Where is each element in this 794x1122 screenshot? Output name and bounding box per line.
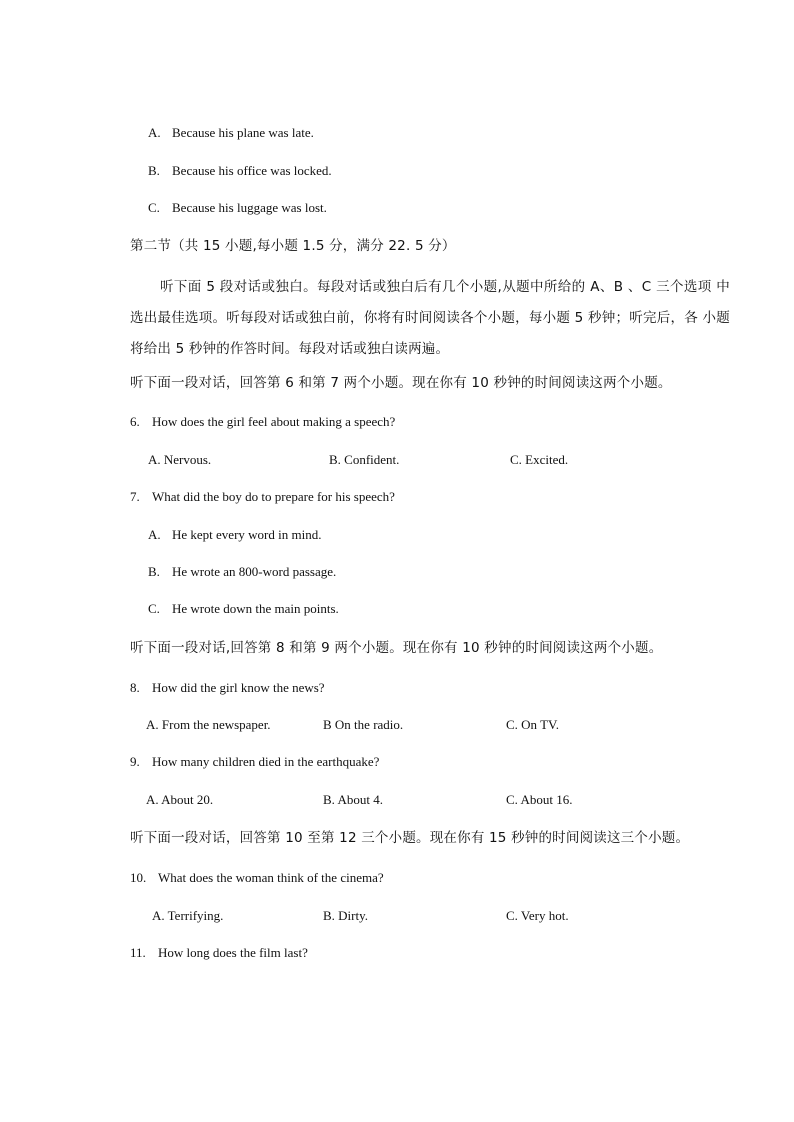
section-instructions: 听下面 5 段对话或独白。每段对话或独白后有几个小题,从题中所给的 A、B 、C 三个选项 中选出最佳选项。听每段对话或独白前，你将有时间阅读各个小题，每小题 5 秒钟；听完后，各 小题将给出 5 秒钟的作答时间。每段对话或独白读两遍。 bbox=[130, 279, 730, 357]
q5-option-a bbox=[148, 124, 314, 142]
question-text: What did the boy do to prepare for his speech? bbox=[152, 489, 395, 504]
option-text: He kept every word in mind. bbox=[172, 527, 322, 542]
question-7 bbox=[130, 488, 395, 506]
question-text: How does the girl feel about making a speech? bbox=[152, 414, 396, 429]
option-letter: C. bbox=[148, 601, 160, 616]
q8-option-a: A. From the newspaper. bbox=[146, 717, 271, 732]
q9-option-b: B. About 4. bbox=[323, 792, 383, 807]
question-text: How did the girl know the news? bbox=[152, 680, 325, 695]
option-letter: C. bbox=[148, 200, 160, 215]
q7-option-c bbox=[148, 600, 339, 618]
dialogue-2-note: 听下面一段对话,回答第 8 和第 9 两个小题。现在你有 10 秒钟的时间阅读这两个小题。 bbox=[130, 640, 663, 656]
option-text: Because his plane was late. bbox=[172, 125, 314, 140]
q5-option-b bbox=[148, 162, 332, 180]
q8-option-c: C. On TV. bbox=[506, 717, 559, 732]
section-heading: 第二节（共 15 小题,每小题 1.5 分，满分 22. 5 分） bbox=[130, 238, 456, 254]
option-letter: B. bbox=[148, 163, 160, 178]
option-text: He wrote down the main points. bbox=[172, 601, 339, 616]
question-10 bbox=[130, 869, 384, 887]
q10-option-a: A. Terrifying. bbox=[152, 908, 224, 923]
q6-option-b: B. Confident. bbox=[329, 452, 400, 467]
q10-option-c: C. Very hot. bbox=[506, 908, 569, 923]
question-8 bbox=[130, 679, 325, 697]
q7-option-a bbox=[148, 526, 321, 544]
question-text: What does the woman think of the cinema? bbox=[158, 870, 384, 885]
question-number: 9. bbox=[130, 754, 140, 769]
q6-option-a: A. Nervous. bbox=[148, 452, 212, 467]
option-letter: A. bbox=[148, 125, 161, 140]
question-text: How long does the film last? bbox=[158, 945, 308, 960]
q7-option-b bbox=[148, 563, 336, 581]
q5-option-c bbox=[148, 199, 327, 217]
question-number: 10. bbox=[130, 870, 147, 885]
question-number: 6. bbox=[130, 414, 140, 429]
question-number: 11. bbox=[130, 945, 146, 960]
q9-option-c: C. About 16. bbox=[506, 792, 573, 807]
q10-option-b: B. Dirty. bbox=[323, 908, 369, 923]
dialogue-1-note: 听下面一段对话，回答第 6 和第 7 两个小题。现在你有 10 秒钟的时间阅读这两个小题。 bbox=[130, 375, 672, 391]
option-text: He wrote an 800-word passage. bbox=[172, 564, 337, 579]
option-text: Because his office was locked. bbox=[172, 163, 332, 178]
question-number: 8. bbox=[130, 680, 140, 695]
q9-option-a: A. About 20. bbox=[146, 792, 214, 807]
option-letter: A. bbox=[148, 527, 161, 542]
option-text: Because his luggage was lost. bbox=[172, 200, 327, 215]
question-9 bbox=[130, 753, 379, 771]
question-6 bbox=[130, 413, 395, 431]
question-number: 7. bbox=[130, 489, 140, 504]
option-letter: B. bbox=[148, 564, 160, 579]
question-text: How many children died in the earthquake? bbox=[152, 754, 380, 769]
q8-option-b: B On the radio. bbox=[323, 717, 404, 732]
dialogue-3-note: 听下面一段对话，回答第 10 至第 12 三个小题。现在你有 15 秒钟的时间阅读这三个小题。 bbox=[130, 830, 690, 846]
question-11 bbox=[130, 944, 308, 962]
q6-option-c: C. Excited. bbox=[510, 452, 569, 467]
